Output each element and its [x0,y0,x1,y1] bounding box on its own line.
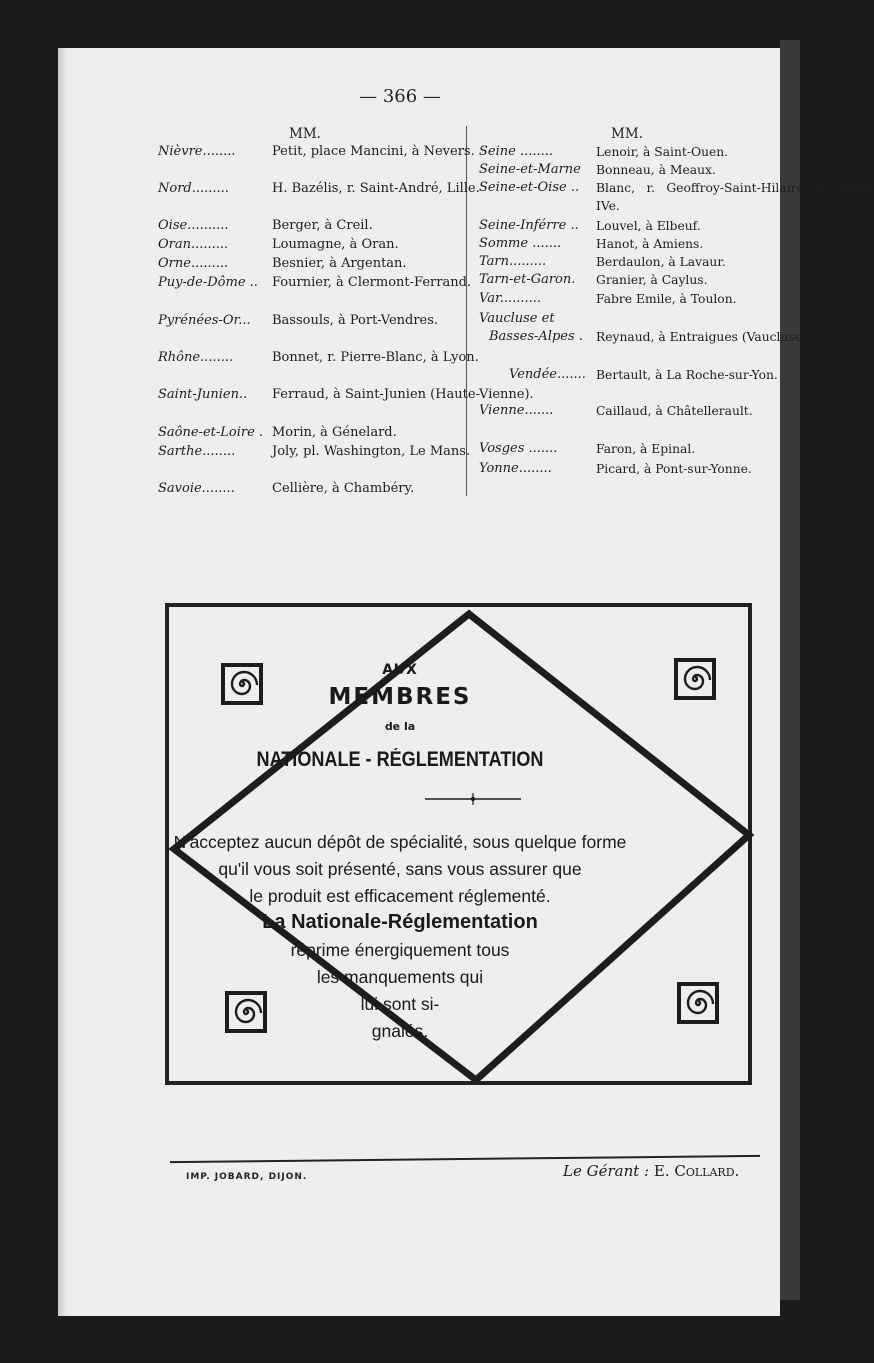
ad-aux: AUX [382,662,418,678]
printer-imprint: IMP. JOBARD, DIJON. [186,1172,308,1182]
ad-de-la: de la [384,720,416,733]
ad-line: N'acceptez aucun dépôt de spécialité, sous quelque forme [173,832,627,852]
page-number: — 366 — [359,86,441,107]
right-column-header: MM. [611,126,643,142]
ad-line: La Nationale-Réglementation [262,911,538,933]
ad-line: gnalés. [371,1021,429,1041]
ad-line: qu'il vous soit présenté, sans vous assurer que [218,859,582,879]
ad-membres: MEMBRES [328,684,472,710]
ad-title: NATIONALE - RÉGLEMENTATION [256,748,544,771]
manager-signature: Le Gérant : E. Collard. [563,1162,740,1180]
ad-line: le produit est efficacement réglementé. [249,886,551,906]
ad-line: réprime énergiquement tous [290,940,510,960]
rule-ornament-icon [425,790,521,808]
ad-line: les manquements qui [316,967,484,987]
ad-line: lui sont si- [360,994,440,1014]
left-column-header: MM. [289,126,321,142]
